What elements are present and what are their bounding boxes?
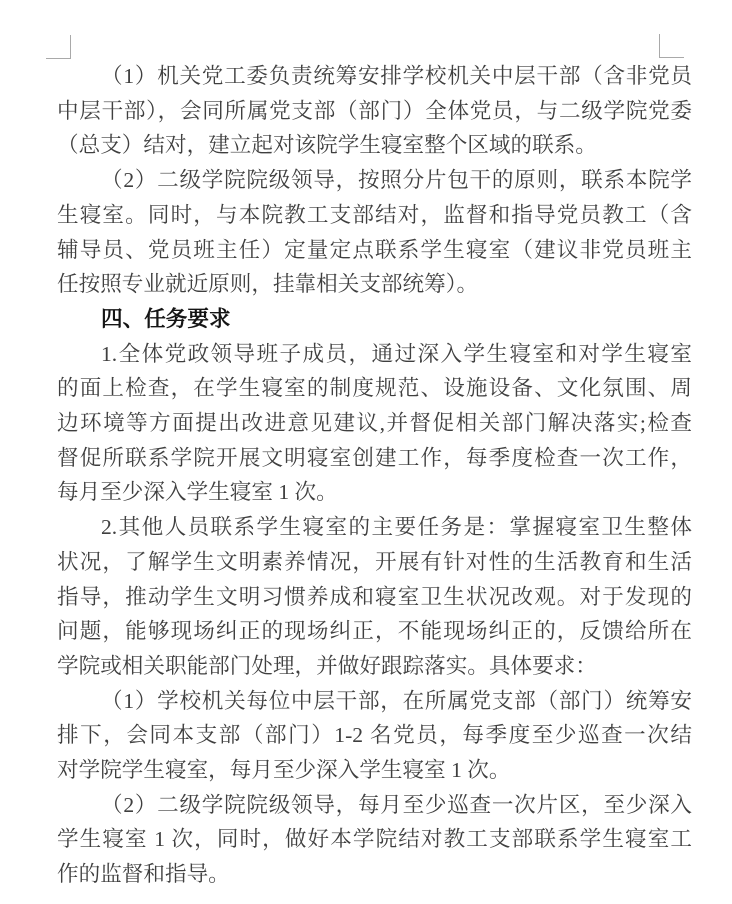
text-line: 问题，能够现场纠正的现场纠正，不能现场纠正的，反馈给所在 [57,619,692,644]
text-line: 对学院学生寝室，每月至少深入学生寝室 1 次。 [57,758,511,783]
text-line: （总支）结对，建立起对该院学生寝室整个区域的联系。 [57,133,597,158]
text-line: 2.其他人员联系学生寝室的主要任务是：掌握寝室卫生整体 [101,515,692,540]
text-line: 辅导员、党员班主任）定量定点联系学生寝室（建议非党员班主 [57,237,692,262]
text-line: 学院或相关职能部门处理，并做好跟踪落实。具体要求： [57,653,597,678]
margin-crop-mark-top-right-icon [659,34,684,58]
text-line: 状况，了解学生文明素养情况，开展有针对性的生活教育和生活 [57,549,692,574]
text-line: 指导，推动学生文明习惯养成和寝室卫生状况改观。对于发现的 [57,584,692,609]
margin-crop-mark-top-left-icon [46,35,71,59]
text-line: 每月至少深入学生寝室 1 次。 [57,480,338,505]
text-line: 排下，会同本支部（部门）1-2 名党员，每季度至少巡查一次结 [57,723,692,748]
text-line: 生寝室。同时，与本院教工支部结对，监督和指导党员教工（含 [57,202,692,227]
document-text-block [57,59,692,892]
text-line: 督促所联系学院开展文明寝室创建工作，每季度检查一次工作， [57,445,692,470]
text-line: 学生寝室 1 次，同时，做好本学院结对教工支部联系学生寝室工 [57,827,692,852]
text-line: 作的监督和指导。 [57,862,230,887]
text-line: 1.全体党政领导班子成员，通过深入学生寝室和对学生寝室 [101,341,692,366]
text-line: 中层干部），会同所属党支部（部门）全体党员，与二级学院党委 [57,98,692,123]
text-line: 边环境等方面提出改进意见建议,并督促相关部门解决落实;检查 [57,411,692,436]
text-line: （2）二级学院院级领导，每月至少巡查一次片区，至少深入 [101,792,692,817]
text-line: 的面上检查，在学生寝室的制度规范、设施设备、文化氛围、周 [57,376,692,401]
text-line: （1）机关党工委负责统筹安排学校机关中层干部（含非党员 [101,64,692,88]
section-heading: 四、任务要求 [101,305,231,331]
text-line: （1）学校机关每位中层干部，在所属党支部（部门）统筹安 [101,688,692,713]
text-line: 任按照专业就近原则，挂靠相关支部统筹）。 [57,272,479,297]
text-line: （2）二级学院院级领导，按照分片包干的原则，联系本院学 [101,168,692,193]
